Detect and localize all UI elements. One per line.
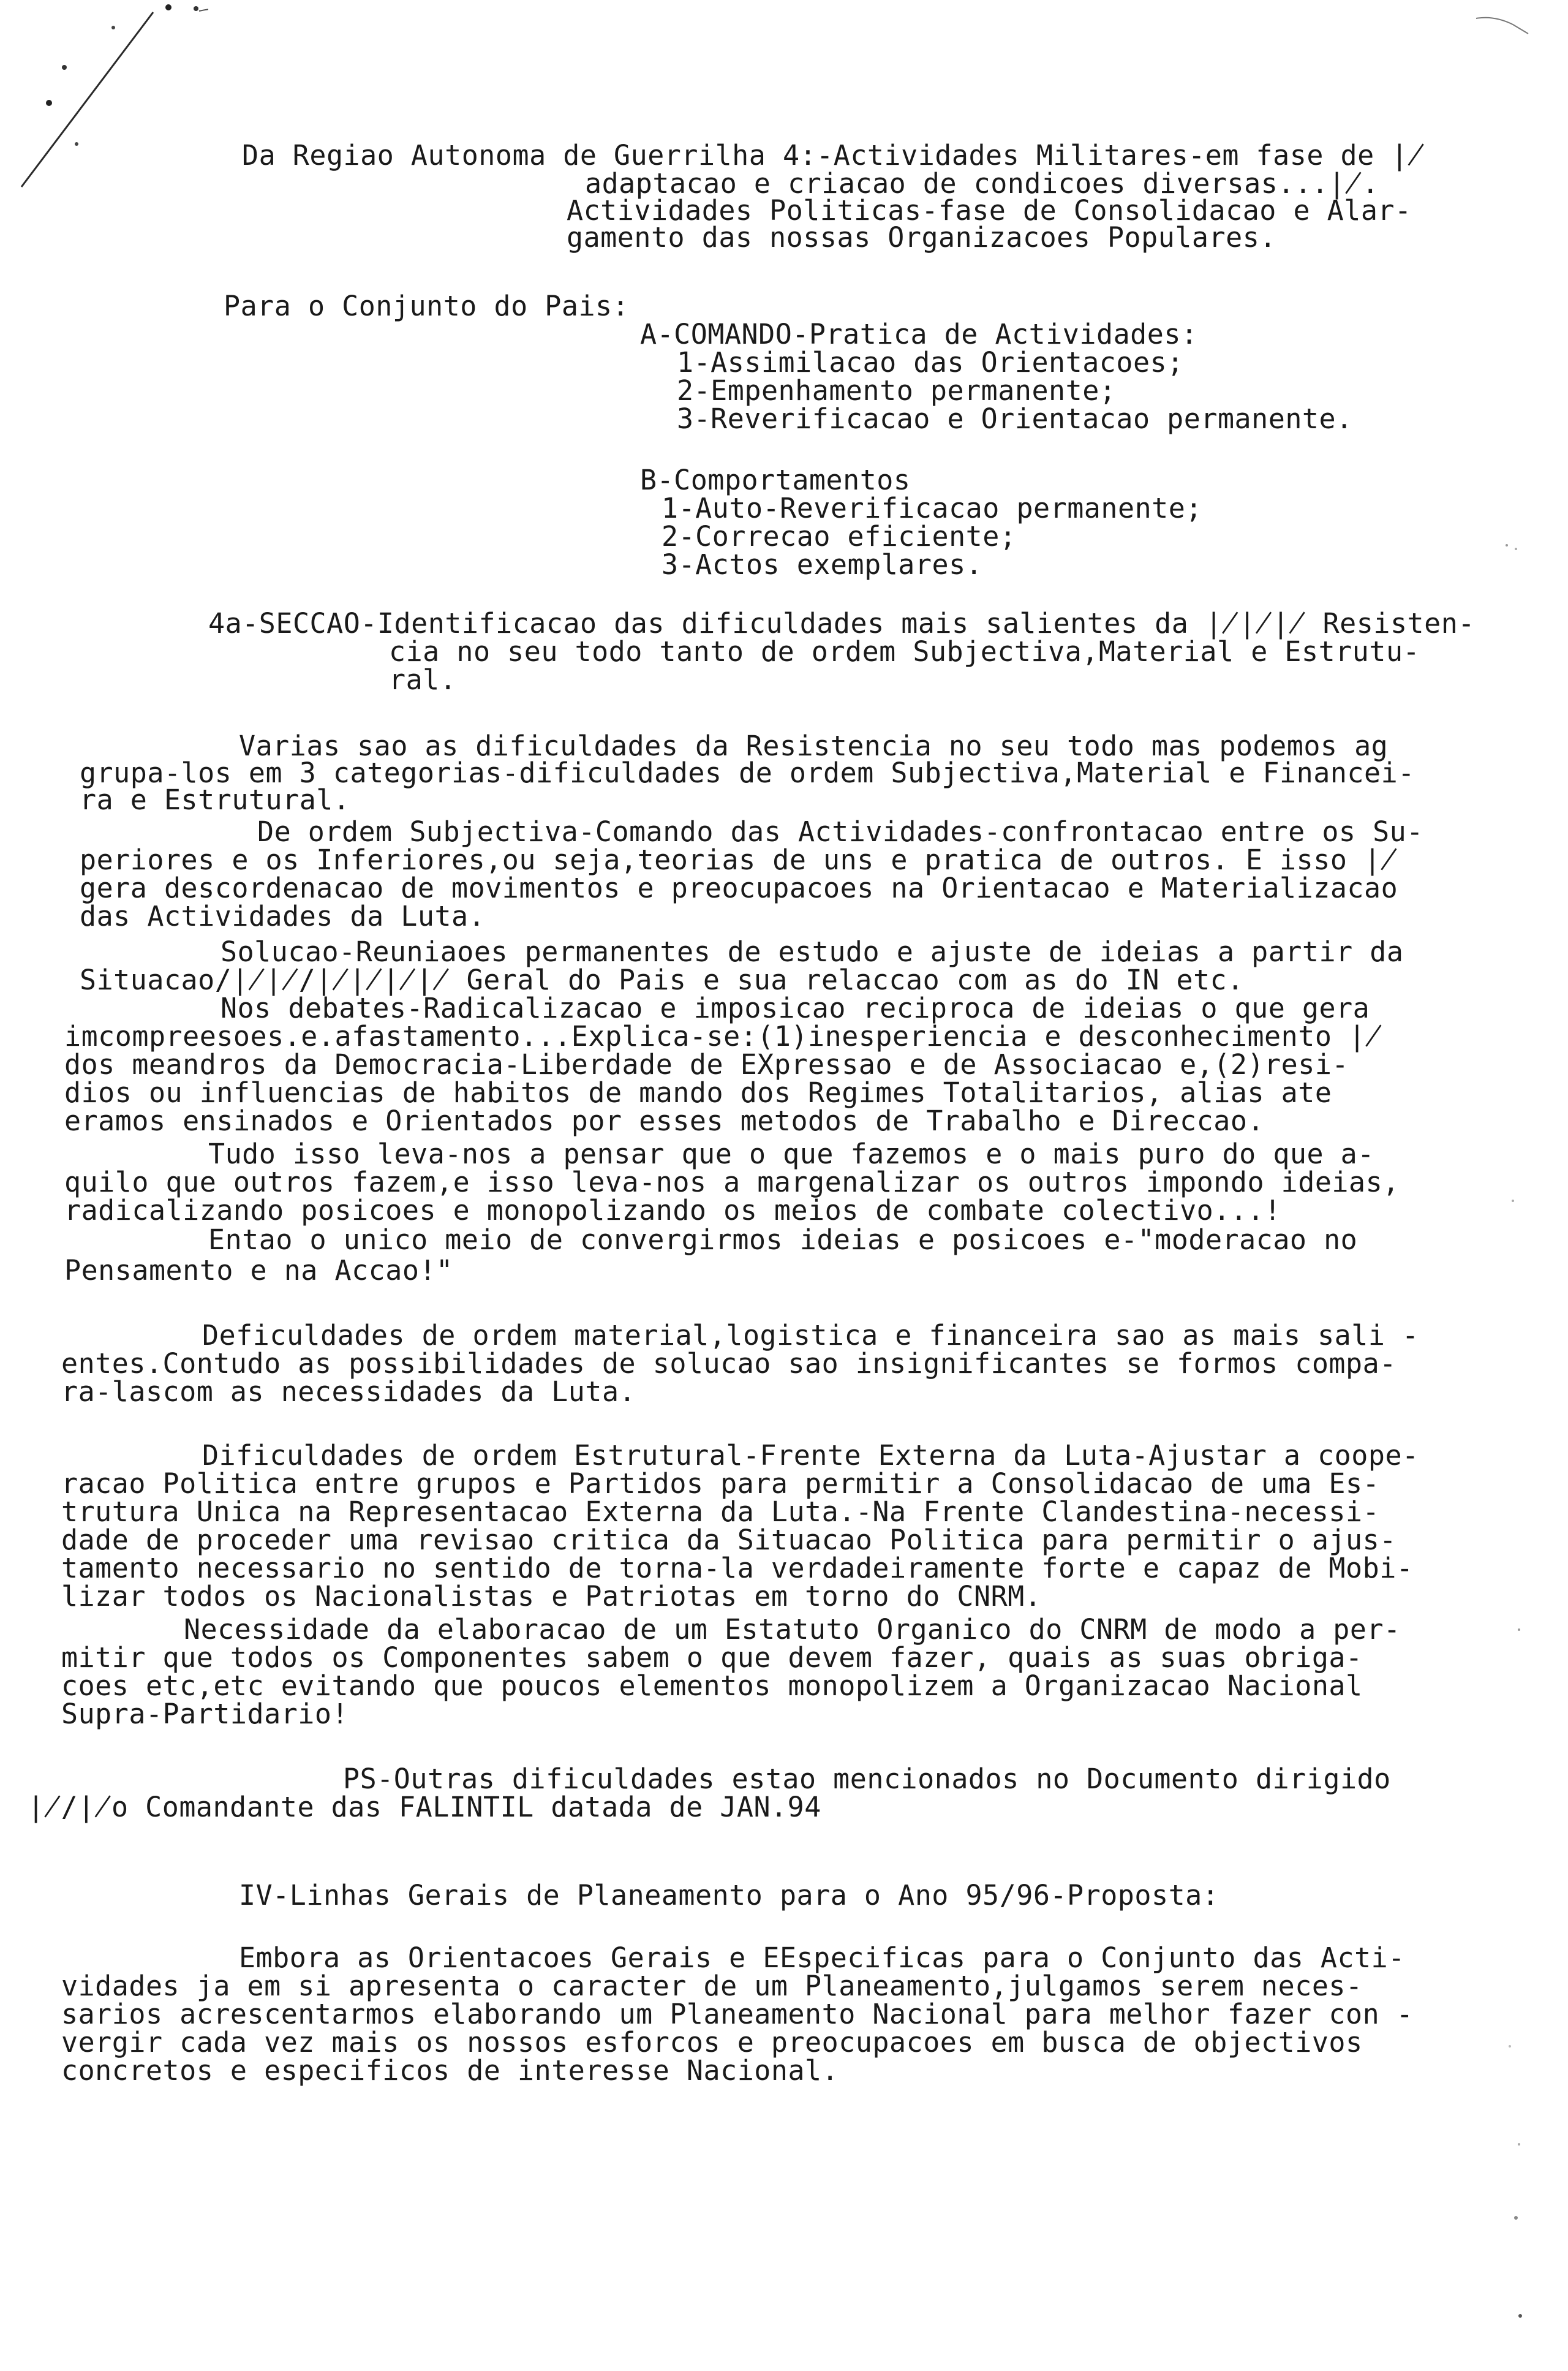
comando-line-1: A-COMANDO-Pratica de Actividades: (640, 318, 1198, 350)
seccao-line-1: 4a-SECCAO-Identificacao das dificuldades mais salientes da ∤∤∤ Resisten- (208, 607, 1475, 640)
body1-line-3: ra e Estrutural. (80, 784, 350, 816)
comando-line-2: 1-Assimilacao das Orientacoes; (677, 346, 1184, 379)
body3-line-1: Dificuldades de ordem Estrutural-Frente Externa da Luta-Ajustar a coope- (202, 1439, 1419, 1472)
body2-line-2: entes.Contudo as possibilidades de solucao sao insignificantes se formos compa- (61, 1347, 1396, 1380)
body3-line-8: mitir que todos os Componentes sabem o que devem fazer, quais as suas obriga- (61, 1641, 1363, 1674)
body1-line-4: De ordem Subjectiva-Comando das Actividades-confrontacao entre os Su- (257, 815, 1423, 848)
conjunto-heading: Para o Conjunto do Pais: (224, 290, 630, 322)
body1-line-11: imcompreesoes.e.afastamento...Explica-se:(1)inesperiencia e desconhecimento ∤ (64, 1020, 1382, 1053)
body4-line-1: Embora as Orientacoes Gerais e EEspecificas para o Conjunto das Acti- (239, 1942, 1405, 1974)
body1-line-1: Varias sao as dificuldades da Resistencia no seu todo mas podemos ag (239, 730, 1389, 762)
comando-line-3: 2-Empenhamento permanente; (677, 374, 1117, 407)
body1-line-2: grupa-los em 3 categorias-dificuldades de ordem Subjectiva,Material e Financei- (80, 757, 1415, 789)
header-line-2: adaptacao e criacao de condicoes diversas...∤. (585, 167, 1379, 200)
body4-line-3: sarios acrescentarmos elaborando um Planeamento Nacional para melhor fazer con - (61, 1998, 1414, 2030)
body1-line-6: gera descordenacao de movimentos e preocupacoes na Orientacao e Materializacao (80, 872, 1398, 904)
section-iv-heading: IV-Linhas Gerais de Planeamento para o Ano 95/96-Proposta: (239, 1879, 1219, 1912)
header-line-4: gamento das nossas Organizacoes Populares. (567, 221, 1276, 254)
body3-line-6: lizar todos os Nacionalistas e Patriotas em torno do CNRM. (61, 1580, 1042, 1613)
body3-line-5: tamento necessario no sentido de torna-la verdadeiramente forte e capaz de Mobi- (61, 1552, 1414, 1584)
body3-line-3: trutura Unica na Representacao Externa da Luta.-Na Frente Clandestina-necessi- (61, 1496, 1380, 1528)
body3-line-10: Supra-Partidario! (61, 1698, 349, 1730)
body1-line-13: dios ou influencias de habitos de mando dos Regimes Totalitarios, alias ate (64, 1076, 1332, 1109)
body1-line-5: periores e os Inferiores,ou seja,teorias de uns e pratica de outros. E isso ∤ (80, 844, 1398, 876)
body1-line-10: Nos debates-Radicalizacao e imposicao reciproca de ideias o que gera (221, 992, 1370, 1024)
corner-scribble (12, 0, 208, 196)
body1-line-7: das Actividades da Luta. (80, 900, 486, 932)
body3-line-7: Necessidade da elaboracao de um Estatuto Organico do CNRM de modo a per- (184, 1613, 1401, 1646)
body1-line-14: eramos ensinados e Orientados por esses metodos de Trabalho e Direccao. (64, 1105, 1265, 1137)
margin-specks (1482, 527, 1556, 2340)
comportamentos-line-1: B-Comportamentos (640, 464, 911, 496)
seccao-line-2: cia no seu todo tanto de ordem Subjectiva,Material e Estrutu- (389, 635, 1420, 668)
body1-line-18: Entao o unico meio de convergirmos ideias e posicoes e-"moderacao no (208, 1223, 1358, 1256)
body1-line-15: Tudo isso leva-nos a pensar que o que fazemos e o mais puro do que a- (208, 1138, 1374, 1170)
body4-line-4: vergir cada vez mais os nossos esforcos e preocupacoes em busca de objectivos (61, 2026, 1363, 2059)
body3-line-2: racao Politica entre grupos e Partidos para permitir a Consolidacao de uma Es- (61, 1467, 1380, 1500)
comportamentos-line-4: 3-Actos exemplares. (662, 548, 983, 581)
seccao-line-3: ral. (389, 664, 457, 696)
comportamentos-line-2: 1-Auto-Reverificacao permanente; (662, 492, 1202, 524)
header-line-3: Actividades Politicas-fase de Consolidacao e Alar- (567, 194, 1412, 227)
corner-speck (1470, 6, 1544, 43)
comando-line-4: 3-Reverificacao e Orientacao permanente. (677, 403, 1353, 435)
body1-line-9: Situacao/∤∤/∤∤∤∤ Geral do Pais e sua relaccao com as do IN etc. (80, 964, 1244, 996)
body2-line-3: ra-lascom as necessidades da Luta. (61, 1375, 636, 1408)
comportamentos-line-3: 2-Correcao eficiente; (662, 520, 1017, 553)
body1-line-12: dos meandros da Democracia-Liberdade de EXpressao e de Associacao e,(2)resi- (64, 1048, 1349, 1081)
body1-line-8: Solucao-Reuniaoes permanentes de estudo e ajuste de ideias a partir da (221, 936, 1404, 968)
body4-line-5: concretos e especificos de interesse Nacional. (61, 2054, 839, 2087)
body3-line-9: coes etc,etc evitando que poucos elementos monopolizem a Organizacao Nacional (61, 1670, 1363, 1702)
body3-line-4: dade de proceder uma revisao critica da Situacao Politica para permitir o ajus- (61, 1524, 1396, 1556)
body1-line-16: quilo que outros fazem,e isso leva-nos a margenalizar os outros impondo ideias, (64, 1166, 1400, 1198)
body1-line-17: radicalizando posicoes e monopolizando os meios de combate colectivo...! (64, 1194, 1281, 1227)
body2-line-1: Deficuldades de ordem material,logistica e financeira sao as mais sali - (202, 1319, 1419, 1352)
header-line-1: Da Regiao Autonoma de Guerrilha 4:-Actividades Militares-em fase de ∤ (242, 139, 1425, 172)
ps-line-1: PS-Outras dificuldades estao mencionados no Documento dirigido (343, 1763, 1391, 1795)
body4-line-2: vidades ja em si apresenta o caracter de um Planeamento,julgamos serem neces- (61, 1970, 1363, 2002)
ps-line-2: ∤/∤o Comandante das FALINTIL datada de JAN.94 (28, 1791, 821, 1823)
body1-line-19: Pensamento e na Accao!" (64, 1254, 453, 1287)
